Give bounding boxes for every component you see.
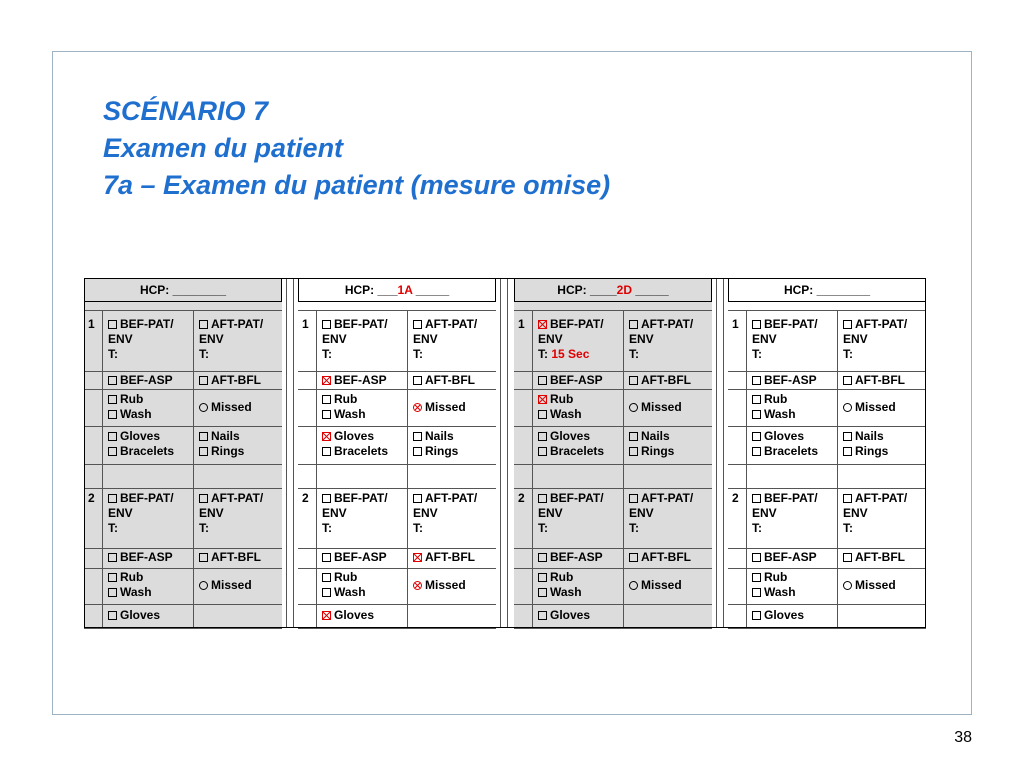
checkbox-icon[interactable]	[108, 320, 117, 329]
checkbox-icon[interactable]	[413, 494, 422, 503]
aft-pat-env-1[interactable]: AFT-PAT/ ENV T:	[629, 317, 694, 361]
checkbox-icon[interactable]	[108, 447, 117, 456]
checkbox-icon[interactable]	[413, 376, 422, 385]
gloves-2[interactable]: Gloves	[322, 608, 374, 623]
missed-1[interactable]: Missed	[413, 400, 466, 415]
checkbox-icon[interactable]	[108, 410, 117, 419]
page-number: 38	[954, 729, 972, 746]
checkbox-icon[interactable]	[413, 447, 422, 456]
bef-asp-2[interactable]: BEF-ASP	[322, 550, 387, 565]
aft-bfl-2[interactable]: AFT-BFL	[199, 550, 261, 565]
checkbox-icon[interactable]	[199, 376, 208, 385]
row-number: 1	[732, 317, 739, 331]
row-number: 2	[88, 491, 95, 505]
row-number: 1	[518, 317, 525, 331]
aft-pat-env-1[interactable]: AFT-PAT/ ENV T:	[413, 317, 478, 361]
checkbox-icon[interactable]	[322, 376, 331, 385]
rub-wash-2[interactable]: Rub Wash	[538, 570, 582, 600]
aft-pat-env-1[interactable]: AFT-PAT/ ENV T:	[199, 317, 264, 361]
gloves-bracelets-1[interactable]: Gloves Bracelets	[322, 429, 388, 459]
bef-pat-env-1[interactable]: BEF-PAT/ ENV T:	[322, 317, 388, 361]
checkbox-icon[interactable]	[108, 553, 117, 562]
hcp-panel-body	[84, 310, 282, 628]
row-number: 2	[302, 491, 309, 505]
radio-icon[interactable]	[199, 581, 208, 590]
bef-pat-env-1[interactable]: BEF-PAT/ ENV T:	[108, 317, 174, 361]
checkbox-icon[interactable]	[752, 320, 761, 329]
checkbox-icon[interactable]	[108, 395, 117, 404]
rub-wash-2[interactable]: Rub Wash	[322, 570, 366, 600]
checkbox-icon[interactable]	[199, 320, 208, 329]
row-number: 1	[88, 317, 95, 331]
checkbox-icon[interactable]	[538, 494, 547, 503]
checkbox-icon[interactable]	[752, 494, 761, 503]
hcp-panel-body	[514, 310, 712, 628]
panel-separator	[496, 278, 512, 628]
checkbox-icon[interactable]	[843, 320, 852, 329]
checkbox-icon[interactable]	[108, 611, 117, 620]
checkbox-icon[interactable]	[752, 410, 761, 419]
checkbox-icon[interactable]	[538, 320, 547, 329]
checkbox-icon[interactable]	[199, 432, 208, 441]
aft-pat-env-2[interactable]: AFT-PAT/ ENV T:	[199, 491, 264, 535]
panel-separator	[712, 278, 728, 628]
hcp-panel-3	[514, 278, 712, 628]
hcp-panel-4	[728, 278, 926, 628]
hcp-panel-2	[298, 278, 496, 628]
gloves-bracelets-1[interactable]: Gloves Bracelets	[752, 429, 818, 459]
missed-1[interactable]: Missed	[629, 400, 682, 415]
radio-icon[interactable]	[629, 403, 638, 412]
aft-pat-env-1[interactable]: AFT-PAT/ ENV T:	[843, 317, 908, 361]
bef-pat-env-1[interactable]: BEF-PAT/ ENV T:	[752, 317, 818, 361]
bef-asp-1[interactable]: BEF-ASP	[108, 373, 173, 388]
bef-asp-2[interactable]: BEF-ASP	[108, 550, 173, 565]
checkbox-icon[interactable]	[843, 432, 852, 441]
row-number: 1	[302, 317, 309, 331]
bef-asp-1[interactable]: BEF-ASP	[322, 373, 387, 388]
slide-title-line1: SCÉNARIO 7	[103, 96, 269, 126]
checkbox-icon[interactable]	[538, 447, 547, 456]
hcp-header: HCP: ___1A _____	[298, 278, 496, 302]
checkbox-icon[interactable]	[413, 320, 422, 329]
gloves-2[interactable]: Gloves	[108, 608, 160, 623]
aft-pat-env-2[interactable]: AFT-PAT/ ENV T:	[629, 491, 694, 535]
checkbox-icon[interactable]	[752, 376, 761, 385]
missed-2[interactable]: Missed	[629, 578, 682, 593]
radio-icon[interactable]	[413, 581, 422, 590]
nails-rings-1[interactable]: Nails Rings	[199, 429, 244, 459]
hcp-panel-body	[298, 310, 496, 628]
nails-rings-1[interactable]: Nails Rings	[843, 429, 888, 459]
rub-wash-1[interactable]: Rub Wash	[108, 392, 152, 422]
checkbox-icon[interactable]	[538, 395, 547, 404]
checkbox-icon[interactable]	[538, 553, 547, 562]
checkbox-icon[interactable]	[199, 553, 208, 562]
bef-asp-1[interactable]: BEF-ASP	[538, 373, 603, 388]
slide-title-line3: 7a – Examen du patient (mesure omise)	[103, 170, 611, 200]
nails-rings-1[interactable]: Nails Rings	[629, 429, 674, 459]
aft-pat-env-2[interactable]: AFT-PAT/ ENV T:	[843, 491, 908, 535]
checkbox-icon[interactable]	[843, 447, 852, 456]
checkbox-icon[interactable]	[199, 447, 208, 456]
checkbox-icon[interactable]	[322, 573, 331, 582]
checkbox-icon[interactable]	[629, 553, 638, 562]
hcp-panel-body	[728, 310, 926, 628]
checkbox-icon[interactable]	[752, 432, 761, 441]
aft-bfl-2[interactable]: AFT-BFL	[843, 550, 905, 565]
checkbox-icon[interactable]	[322, 588, 331, 597]
missed-1[interactable]: Missed	[199, 400, 252, 415]
bef-pat-env-2[interactable]: BEF-PAT/ ENV T:	[752, 491, 818, 535]
rub-wash-1[interactable]: Rub Wash	[538, 392, 582, 422]
checkbox-icon[interactable]	[843, 376, 852, 385]
hand-hygiene-observation-form	[84, 278, 926, 628]
checkbox-icon[interactable]	[752, 395, 761, 404]
bef-pat-env-2[interactable]: BEF-PAT/ ENV T:	[538, 491, 604, 535]
radio-icon[interactable]	[199, 403, 208, 412]
rub-wash-1[interactable]: Rub Wash	[322, 392, 366, 422]
aft-bfl-1[interactable]: AFT-BFL	[199, 373, 261, 388]
checkbox-icon[interactable]	[538, 588, 547, 597]
checkbox-icon[interactable]	[538, 573, 547, 582]
checkbox-icon[interactable]	[413, 553, 422, 562]
slide-title-line2: Examen du patient	[103, 133, 344, 163]
checkbox-icon[interactable]	[108, 494, 117, 503]
aft-pat-env-2[interactable]: AFT-PAT/ ENV T:	[413, 491, 478, 535]
missed-1[interactable]: Missed	[843, 400, 896, 415]
checkbox-icon[interactable]	[108, 432, 117, 441]
checkbox-icon[interactable]	[322, 320, 331, 329]
aft-bfl-1[interactable]: AFT-BFL	[413, 373, 475, 388]
hcp-header: HCP: ____2D _____	[514, 278, 712, 302]
bef-asp-2[interactable]: BEF-ASP	[538, 550, 603, 565]
checkbox-icon[interactable]	[843, 553, 852, 562]
radio-icon[interactable]	[843, 403, 852, 412]
checkbox-icon[interactable]	[413, 432, 422, 441]
rub-wash-1[interactable]: Rub Wash	[752, 392, 796, 422]
checkbox-icon[interactable]	[629, 447, 638, 456]
checkbox-icon[interactable]	[322, 611, 331, 620]
checkbox-icon[interactable]	[538, 611, 547, 620]
radio-icon[interactable]	[843, 581, 852, 590]
checkbox-icon[interactable]	[538, 432, 547, 441]
checkbox-icon[interactable]	[752, 611, 761, 620]
panel-separator	[282, 278, 298, 628]
checkbox-icon[interactable]	[538, 376, 547, 385]
missed-2[interactable]: Missed	[413, 578, 466, 593]
checkbox-icon[interactable]	[322, 447, 331, 456]
checkbox-icon[interactable]	[108, 376, 117, 385]
radio-icon[interactable]	[413, 403, 422, 412]
checkbox-icon[interactable]	[843, 494, 852, 503]
row-number: 2	[518, 491, 525, 505]
aft-bfl-1[interactable]: AFT-BFL	[629, 373, 691, 388]
checkbox-icon[interactable]	[629, 320, 638, 329]
missed-2[interactable]: Missed	[199, 578, 252, 593]
bef-pat-env-2[interactable]: BEF-PAT/ ENV T:	[322, 491, 388, 535]
checkbox-icon[interactable]	[752, 447, 761, 456]
bef-pat-env-1[interactable]: BEF-PAT/ ENV T: 15 Sec	[538, 317, 604, 361]
checkbox-icon[interactable]	[752, 553, 761, 562]
checkbox-icon[interactable]	[538, 410, 547, 419]
checkbox-icon[interactable]	[629, 494, 638, 503]
hcp-header: HCP: ________	[728, 278, 926, 302]
checkbox-icon[interactable]	[322, 410, 331, 419]
missed-2[interactable]: Missed	[843, 578, 896, 593]
checkbox-icon[interactable]	[108, 573, 117, 582]
aft-bfl-1[interactable]: AFT-BFL	[843, 373, 905, 388]
checkbox-icon[interactable]	[752, 588, 761, 597]
aft-bfl-2[interactable]: AFT-BFL	[629, 550, 691, 565]
gloves-bracelets-1[interactable]: Gloves Bracelets	[108, 429, 174, 459]
checkbox-icon[interactable]	[199, 494, 208, 503]
rub-wash-2[interactable]: Rub Wash	[752, 570, 796, 600]
gloves-bracelets-1[interactable]: Gloves Bracelets	[538, 429, 604, 459]
gloves-2[interactable]: Gloves	[752, 608, 804, 623]
bef-asp-1[interactable]: BEF-ASP	[752, 373, 817, 388]
checkbox-icon[interactable]	[629, 376, 638, 385]
aft-bfl-2[interactable]: AFT-BFL	[413, 550, 475, 565]
checkbox-icon[interactable]	[322, 432, 331, 441]
checkbox-icon[interactable]	[322, 494, 331, 503]
hcp-panel-1	[84, 278, 282, 628]
bef-pat-env-2[interactable]: BEF-PAT/ ENV T:	[108, 491, 174, 535]
nails-rings-1[interactable]: Nails Rings	[413, 429, 458, 459]
gloves-2[interactable]: Gloves	[538, 608, 590, 623]
checkbox-icon[interactable]	[629, 432, 638, 441]
checkbox-icon[interactable]	[322, 395, 331, 404]
hcp-header: HCP: ________	[84, 278, 282, 302]
row-number: 2	[732, 491, 739, 505]
checkbox-icon[interactable]	[752, 573, 761, 582]
checkbox-icon[interactable]	[108, 588, 117, 597]
bef-asp-2[interactable]: BEF-ASP	[752, 550, 817, 565]
rub-wash-2[interactable]: Rub Wash	[108, 570, 152, 600]
checkbox-icon[interactable]	[322, 553, 331, 562]
radio-icon[interactable]	[629, 581, 638, 590]
